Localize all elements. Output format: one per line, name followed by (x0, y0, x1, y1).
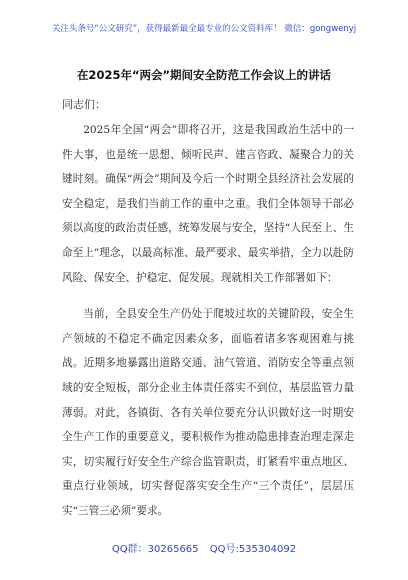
header-promo: 关注头条号“公文研究”，获得最新最全最专业的公文资料库！ 微信：gongwenyj (51, 24, 357, 34)
document-title: 在2025年“两会”期间安全防范工作会议上的讲话 (76, 68, 332, 82)
paragraph-2: 当前，全县安全生产仍处于爬坡过坎的关键阶段，安全生产领域的不稳定不确定因素众多，面临着诸多客观困难与挑战。近期多地暴露出道路交通、油气管道、消防安全等重点领域的安全短板，部分企业主体责任落实不到位，基层监管力量薄弱。对此，各镇街、各有关单位要充分认识做好这一时期安全生产工作的重要意义，要积极作为推动隐患排查治理走深走实，切实履行好安全生产综合监管职责，盯紧看牢重点地区、重点行业领域，切实督促落实安全生产“三个责任”，层层压实“三管三必须”要求。 (62, 308, 354, 517)
salutation: 同志们： (62, 98, 106, 111)
footer-contact: QQ群：30265665 QQ号:535304092 (111, 544, 297, 555)
document-body (62, 118, 354, 536)
paragraph-1: 2025年全国“两会”即将召开，这是我国政治生活中的一件大事，也是统一思想、倾听民声、建言咨政、凝聚合力的关键时刻。确保“两会”期间及今后一个时期全县经济社会发展的安全稳定，是我们当前工作的重中之重。我们全体领导干部必须以高度的政治责任感，统筹发展与安全，坚持“人民至上、生命至上”理念，以最高标准、最严要求、最实举措，全力以赴防风险、保安全、护稳定、促发展。现就相关工作部署如下： (62, 124, 354, 284)
